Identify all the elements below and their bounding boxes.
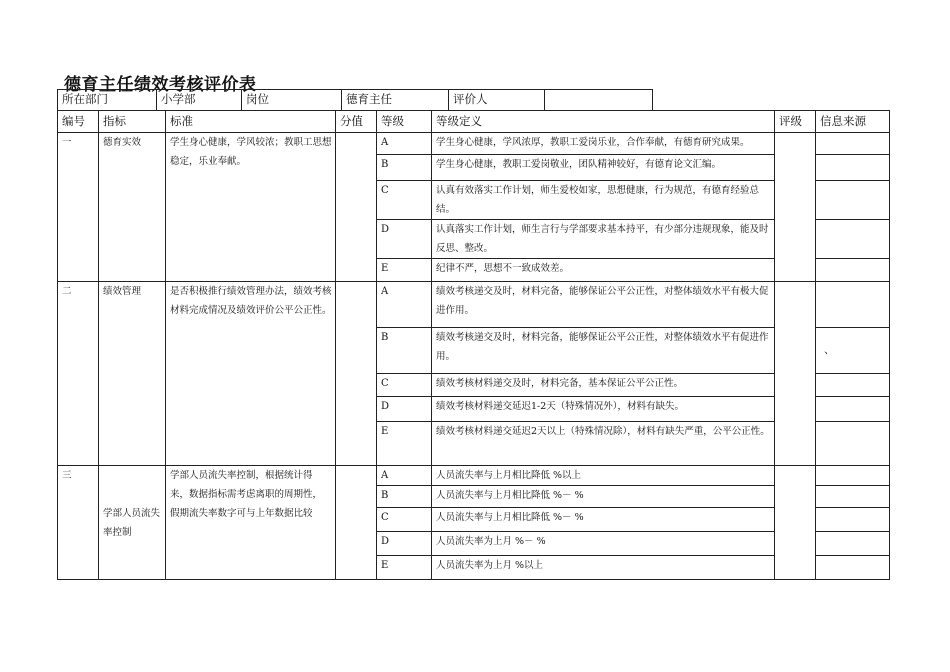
grade-cell: D — [377, 532, 432, 556]
source-cell[interactable] — [816, 397, 890, 422]
rating-cell[interactable] — [775, 133, 816, 282]
grade-cell: A — [377, 282, 432, 328]
header-indicator: 指标 — [99, 111, 166, 133]
source-cell[interactable] — [816, 556, 890, 580]
score-cell[interactable] — [336, 282, 377, 466]
info-table — [57, 89, 653, 111]
source-cell[interactable] — [816, 259, 890, 282]
header-no: 编号 — [58, 111, 99, 133]
source-cell[interactable] — [816, 133, 890, 155]
grade-definition: 绩效考核递交及时，材料完备，能够保证公平公正性，对整体绩效水平有极大促进作用。 — [432, 282, 775, 328]
source-cell[interactable] — [816, 181, 890, 220]
grade-definition: 绩效考核递交及时，材料完备，能够保证公平公正性，对整体绩效水平有促进作用。 — [432, 328, 775, 374]
dept-value: 小学部 — [157, 90, 242, 111]
source-cell[interactable] — [816, 486, 890, 508]
grade-cell: C — [377, 181, 432, 220]
source-cell[interactable]: 、 — [816, 328, 890, 374]
grade-cell: E — [377, 422, 432, 466]
header-grade-def: 等级定义 — [432, 111, 775, 133]
grade-cell: B — [377, 155, 432, 181]
post-label: 岗位 — [242, 90, 342, 111]
grade-definition: 人员流失率与上月相比降低 %－ % — [432, 486, 775, 508]
grade-definition: 人员流失率与上月相比降低 %－ % — [432, 508, 775, 532]
source-cell[interactable] — [816, 466, 890, 486]
section-standard: 学生身心健康，学风较浓；教职工思想稳定，乐业奉献。 — [166, 133, 336, 282]
dept-label: 所在部门 — [58, 90, 157, 111]
grade-cell: E — [377, 556, 432, 580]
grade-definition: 认真有效落实工作计划，师生爱校如家，思想健康，行为规范，有德育经验总结。 — [432, 181, 775, 220]
source-cell[interactable] — [816, 422, 890, 466]
header-standard: 标准 — [166, 111, 336, 133]
evaluation-table — [57, 110, 890, 580]
grade-cell: E — [377, 259, 432, 282]
grade-definition: 认真落实工作计划，师生言行与学部要求基本持平，有少部分违规现象，能及时反思、整改。 — [432, 220, 775, 259]
grade-cell: B — [377, 328, 432, 374]
grade-definition: 学生身心健康，学风浓厚，教职工爱岗乐业，合作奉献，有德育研究成果。 — [432, 133, 775, 155]
section-no: 二 — [58, 282, 99, 466]
section-no: 一 — [58, 133, 99, 282]
grade-definition: 学生身心健康，教职工爱岗敬业，团队精神较好，有德育论文汇编。 — [432, 155, 775, 181]
grade-definition: 绩效考核材料递交延迟2天以上（特殊情况除），材料有缺失严重，公平公正性。 — [432, 422, 775, 466]
section-standard: 学部人员流失率控制，根据统计得来，数据指标需考虑离职的周期性，假期流失率数字可与上年数据比较 — [166, 466, 336, 580]
source-cell[interactable] — [816, 374, 890, 397]
section-standard: 是否积极推行绩效管理办法，绩效考核材料完成情况及绩效评价公平公正性。 — [166, 282, 336, 466]
rating-cell[interactable] — [775, 282, 816, 466]
page-title: 德育主任绩效考核评价表 — [64, 75, 257, 95]
header-score: 分值 — [336, 111, 377, 133]
table-row — [58, 466, 890, 486]
post-value: 德育主任 — [342, 90, 449, 111]
table-row — [58, 133, 890, 155]
section-no: 三 — [58, 466, 99, 580]
header-row — [58, 111, 890, 133]
grade-definition: 纪律不严，思想不一致成效差。 — [432, 259, 775, 282]
rating-cell[interactable] — [775, 466, 816, 580]
score-cell[interactable] — [336, 133, 377, 282]
header-source: 信息来源 — [816, 111, 890, 133]
source-cell[interactable] — [816, 155, 890, 181]
source-cell[interactable] — [816, 508, 890, 532]
grade-definition: 人员流失率为上月 %以上 — [432, 556, 775, 580]
source-cell[interactable] — [816, 532, 890, 556]
source-cell[interactable] — [816, 282, 890, 328]
grade-cell: A — [377, 133, 432, 155]
grade-cell: C — [377, 374, 432, 397]
grade-definition: 绩效考核材料递交延迟1-2天（特殊情况外），材料有缺失。 — [432, 397, 775, 422]
source-cell[interactable] — [816, 220, 890, 259]
header-rating: 评级 — [775, 111, 816, 133]
grade-definition: 人员流失率为上月 %－ % — [432, 532, 775, 556]
section-indicator: 德育实效 — [99, 133, 166, 282]
table-row — [58, 282, 890, 328]
grade-cell: A — [377, 466, 432, 486]
grade-definition: 人员流失率与上月相比降低 %以上 — [432, 466, 775, 486]
section-indicator: 绩效管理 — [99, 282, 166, 466]
grade-cell: D — [377, 220, 432, 259]
grade-cell: B — [377, 486, 432, 508]
grade-definition: 绩效考核材料递交及时，材料完备，基本保证公平公正性。 — [432, 374, 775, 397]
score-cell[interactable] — [336, 466, 377, 580]
evaluator-field[interactable] — [545, 90, 653, 111]
section-indicator: 学部人员流失率控制 — [99, 466, 166, 580]
evaluator-label: 评价人 — [449, 90, 545, 111]
grade-cell: D — [377, 397, 432, 422]
header-grade: 等级 — [377, 111, 432, 133]
grade-cell: C — [377, 508, 432, 532]
